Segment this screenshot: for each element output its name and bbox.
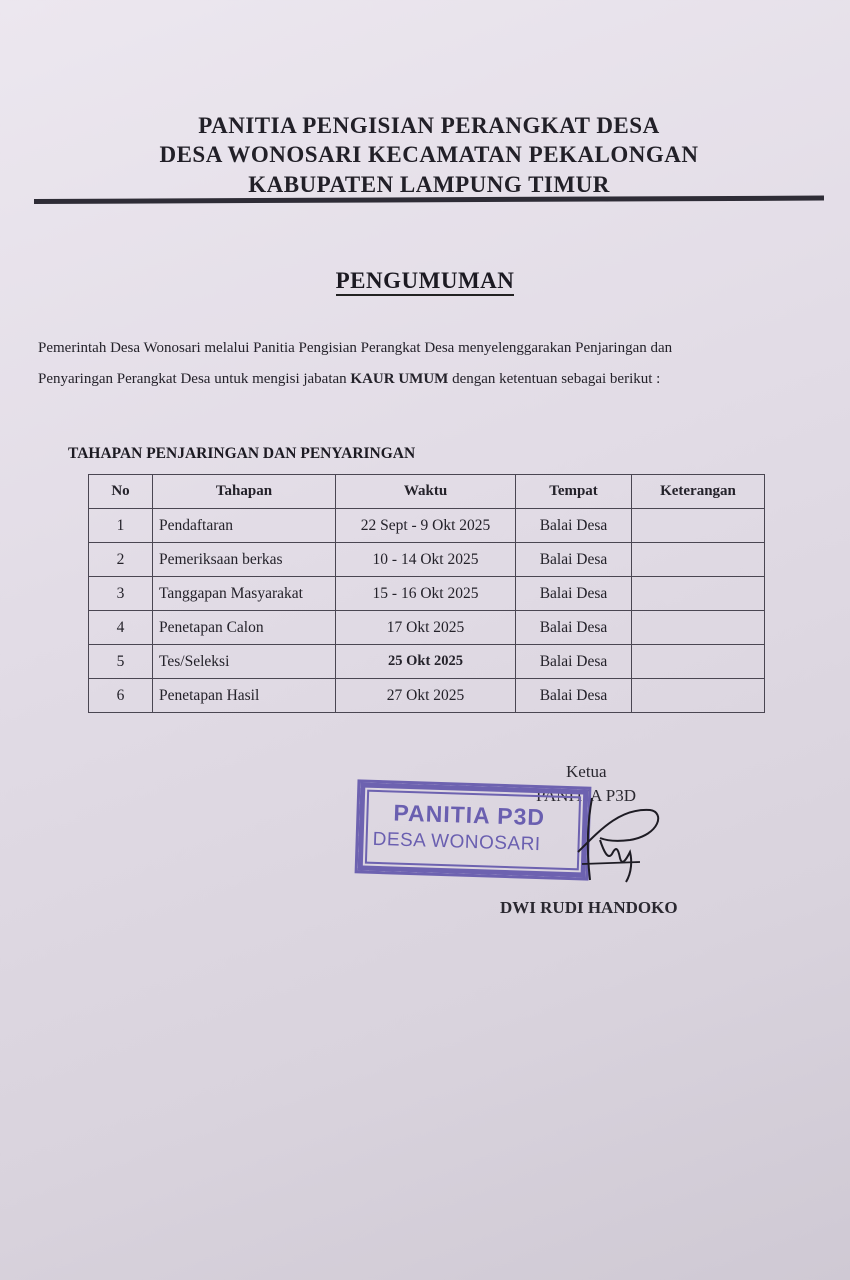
intro-line-2-end: dengan ketentuan sebagai berikut :: [448, 371, 661, 387]
cell-tempat: Balai Desa: [516, 577, 632, 611]
stamp-text-1: PANITIA P3D: [393, 799, 546, 831]
cell-no: 1: [89, 509, 153, 543]
cell-tahapan: Penetapan Hasil: [153, 679, 336, 713]
cell-keterangan: [632, 679, 765, 713]
section-title: TAHAPAN PENJARINGAN DAN PENYARINGAN: [68, 445, 416, 462]
table-row: [89, 509, 765, 543]
signatory-organization: PANITIA P3D: [536, 786, 636, 805]
cell-no: 4: [89, 611, 153, 645]
cell-tahapan: Pemeriksaan berkas: [153, 543, 336, 577]
cell-waktu: 15 - 16 Okt 2025: [336, 577, 516, 611]
header-tempat: Tempat: [516, 475, 632, 509]
announcement-title: [0, 268, 850, 294]
table-row: [89, 611, 765, 645]
handwritten-signature: [560, 790, 670, 890]
header-line-2: DESA WONOSARI KECAMATAN PEKALONGAN: [159, 142, 699, 167]
table-row: [89, 645, 765, 679]
cell-no: 2: [89, 543, 153, 577]
position-name: KAUR UMUM: [350, 371, 449, 387]
table-row: [89, 577, 765, 611]
cell-no: 6: [89, 679, 153, 713]
header-waktu: Waktu: [336, 475, 516, 509]
cell-tahapan: Tanggapan Masyarakat: [153, 577, 336, 611]
cell-waktu: 10 - 14 Okt 2025: [336, 543, 516, 577]
cell-tahapan: Pendaftaran: [153, 509, 336, 543]
cell-tempat: Balai Desa: [516, 611, 632, 645]
cell-tempat: Balai Desa: [516, 509, 632, 543]
cell-keterangan: [632, 577, 765, 611]
cell-waktu: 27 Okt 2025: [336, 679, 516, 713]
cell-no: 3: [89, 577, 153, 611]
cell-waktu: 22 Sept - 9 Okt 2025: [336, 509, 516, 543]
table-row: [89, 679, 765, 713]
header-line-1: PANITIA PENGISIAN PERANGKAT DESA: [198, 113, 660, 138]
cell-tahapan: Penetapan Calon: [153, 611, 336, 645]
header-keterangan: Keterangan: [632, 475, 765, 509]
intro-line-2-start: Penyaringan Perangkat Desa untuk mengisi jabatan: [38, 371, 351, 387]
signatory-role: Ketua: [566, 762, 607, 781]
header-no: No: [89, 475, 153, 509]
official-stamp: [355, 779, 592, 880]
header-tahapan: Tahapan: [153, 475, 336, 509]
announcement-title-text: PENGUMUMAN: [336, 268, 515, 296]
signatory-name: DWI RUDI HANDOKO: [500, 898, 678, 917]
cell-tempat: Balai Desa: [516, 543, 632, 577]
table-row: [89, 543, 765, 577]
intro-line-2: [38, 371, 828, 388]
schedule-table: [88, 474, 765, 713]
cell-tempat: Balai Desa: [516, 645, 632, 679]
cell-keterangan: [632, 611, 765, 645]
cell-tempat: Balai Desa: [516, 679, 632, 713]
cell-keterangan: [632, 543, 765, 577]
cell-waktu: 25 Okt 2025: [336, 645, 516, 679]
stamp-text-2: DESA WONOSARI: [372, 828, 541, 856]
intro-line-1: Pemerintah Desa Wonosari melalui Panitia Pengisian Perangkat Desa menyelenggarakan Penjaringan dan: [38, 340, 673, 356]
header-line-3: KABUPATEN LAMPUNG TIMUR: [248, 172, 610, 197]
cell-keterangan: [632, 509, 765, 543]
cell-tahapan: Tes/Seleksi: [153, 645, 336, 679]
cell-no: 5: [89, 645, 153, 679]
cell-waktu: 17 Okt 2025: [336, 611, 516, 645]
cell-keterangan: [632, 645, 765, 679]
table-header-row: [89, 475, 765, 509]
